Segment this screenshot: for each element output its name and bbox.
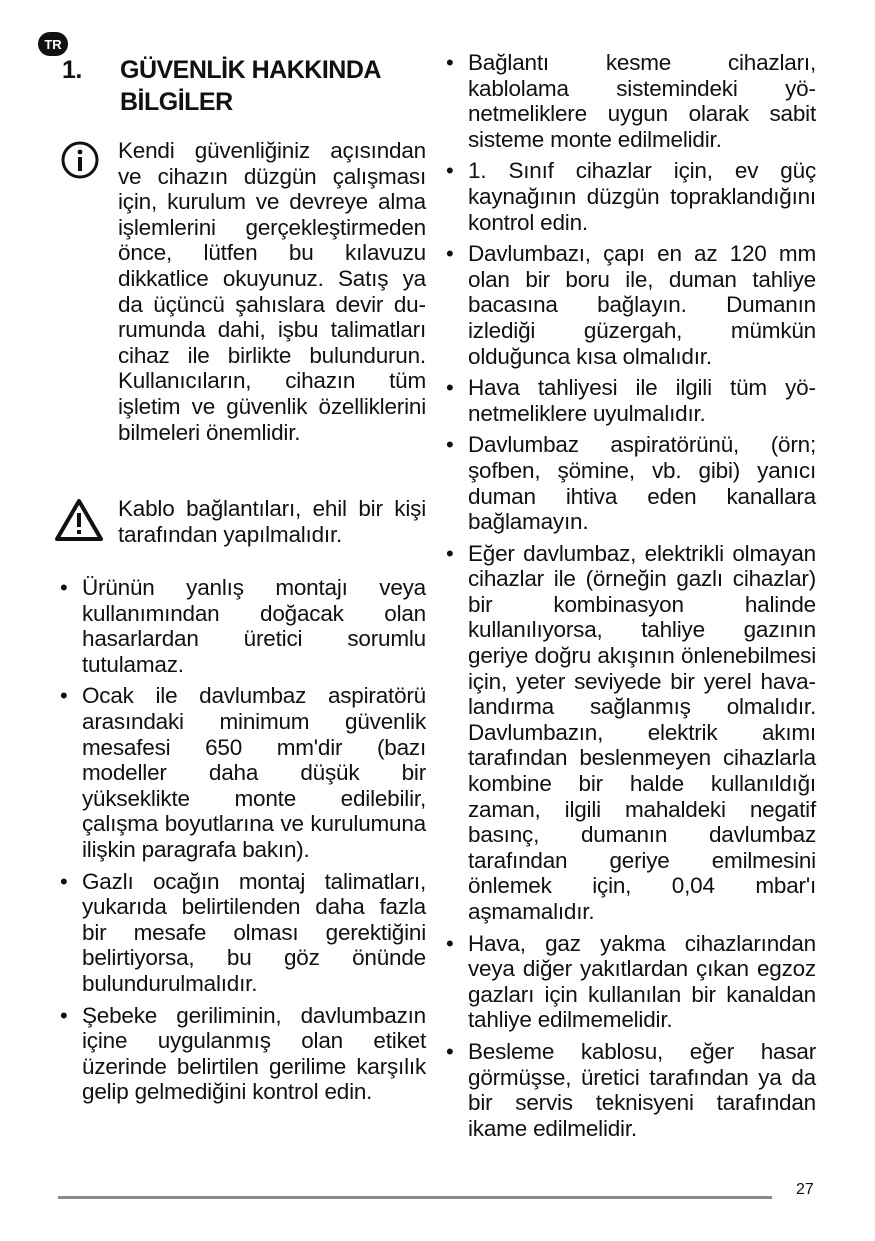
info-circle-icon: [60, 140, 100, 185]
list-item: • Ürünün yanlış montajı veya kullanımından doğacak olan hasarlardan üretici sorumlu tutulamaz.: [60, 575, 426, 677]
list-item: • Hava, gaz yakma cihazlarından veya diğer yakıtlardan çıkan egzoz gazları için kullanılan bir kanaldan tahliye edilmemelidir.: [446, 931, 816, 1033]
list-item: • Eğer davlumbaz, elektrikli olmayan cihazlar ile (örneğin gazlı cihazlar) bir kombinasyon halinde kullanılıyorsa, tahliye gazının geriye doğru akışının önlenebilmesi için, yeter seviyede bir yerel havalandırma sağlanmış olmalıdır. Davlumbazın, elektrik akımı tarafından beslenmeyen cihazlarla kombine bir halde kullanıldığı zaman, ilgili mahaldeki negatif basınç, dumanın davlumbaz tarafından geriye emilmesini önlemek için, 0,04 mbar'ı aşmamalıdır.: [446, 541, 816, 925]
warning-text: Kablo bağlantıları, ehil bir kişi tarafından yapılmalıdır.: [118, 496, 426, 547]
list-item: • Ocak ile davlumbaz aspiratörü arasındaki minimum güvenlik mesafesi 650 mm'dir (bazı modeller daha düşük bir yükseklikte monte edilebilir, çalışma boyutlarına ve kurulumuna ilişkin paragrafa bakın).: [60, 683, 426, 862]
list-item: • Şebeke geriliminin, davlumbazın içine uygulanmış olan etiket üzerinde belirtilen gerilime karşılık gelip gelmediğini kontrol edin.: [60, 1003, 426, 1105]
info-text: Kendi güvenliğiniz açısından ve cihazın düzgün çalışması için, kurulum ve devreye alma işlemlerini gerçekleştirmeden önce, lütfen bu kılavuzu dikkatlice okuyunuz. Satış ya da üçüncü şahıslara devir durumunda dahi, işbu talimatları cihaz ile birlikte bulundurun. Kullanıcıların, cihazın tüm işletim ve güvenlik özelliklerini bilmeleri önemlidir.: [118, 138, 426, 445]
list-item: • Bağlantı kesme cihazları, kablolama sistemindeki yönetmeliklere uygun olarak sabit sisteme monte edilmelidir.: [446, 50, 816, 152]
list-item: • Davlumbaz aspiratörünü, (örn; şofben, şömine, vb. gibi) yanıcı duman ihtiva eden kanallara bağlamayın.: [446, 432, 816, 534]
language-badge: TR: [38, 32, 68, 56]
footer-divider: [58, 1196, 772, 1199]
warning-notice: [60, 496, 426, 547]
left-bullet-list: [60, 575, 426, 1111]
warning-triangle-icon: [60, 498, 104, 547]
list-item: • Hava tahliyesi ile ilgili tüm yönetmeliklere uyulmalıdır.: [446, 375, 816, 426]
page-number: 27: [796, 1181, 814, 1198]
info-notice: [60, 138, 426, 445]
section-number: 1.: [62, 56, 82, 84]
section-title: GÜVENLİK HAKKINDA BİLGİLER: [120, 56, 381, 116]
list-item: • 1. Sınıf cihazlar için, ev güç kaynağının düzgün topraklandığını kontrol edin.: [446, 158, 816, 235]
list-item: • Davlumbazı, çapı en az 120 mm olan bir boru ile, duman tahliye bacasına bağlayın. Dumanın izlediği güzergah, mümkün olduğunca kısa olmalıdır.: [446, 241, 816, 369]
right-bullet-list: [446, 50, 816, 1147]
list-item: • Besleme kablosu, eğer hasar görmüşse, üretici tarafından ya da bir servis teknisyeni tarafından ikame edilmelidir.: [446, 1039, 816, 1141]
list-item: • Gazlı ocağın montaj talimatları, yukarıda belirtilenden daha fazla bir mesafe olması gerektiğini belirtiyorsa, bu göz önünde bulundurulmalıdır.: [60, 869, 426, 997]
